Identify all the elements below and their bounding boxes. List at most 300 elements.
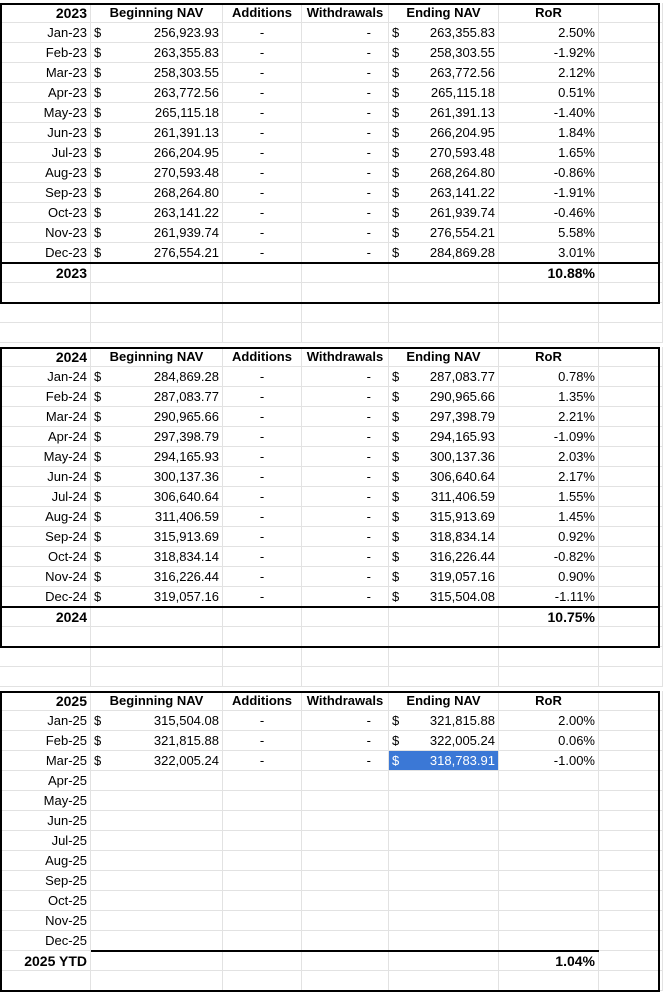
empty-cell[interactable] — [389, 971, 499, 991]
ending-nav-cell[interactable] — [389, 791, 499, 811]
beginning-nav-cell[interactable] — [91, 731, 223, 751]
withdrawals-cell[interactable] — [302, 891, 389, 911]
beginning-nav-cell[interactable] — [91, 911, 223, 931]
ror-cell[interactable] — [499, 83, 599, 103]
withdrawals-cell[interactable] — [302, 83, 389, 103]
total-label[interactable] — [0, 607, 91, 627]
empty-cell[interactable] — [91, 971, 223, 991]
empty-cell[interactable] — [599, 347, 663, 367]
empty-cell[interactable] — [599, 731, 663, 751]
column-header[interactable] — [499, 691, 599, 711]
withdrawals-cell[interactable] — [302, 811, 389, 831]
empty-cell[interactable] — [599, 387, 663, 407]
empty-cell[interactable] — [599, 931, 663, 951]
empty-cell[interactable] — [389, 303, 499, 323]
empty-cell[interactable] — [302, 303, 389, 323]
ending-nav-cell[interactable] — [389, 183, 499, 203]
beginning-nav-cell[interactable] — [91, 547, 223, 567]
ror-cell[interactable] — [499, 851, 599, 871]
beginning-nav-cell[interactable] — [91, 203, 223, 223]
empty-cell[interactable] — [302, 647, 389, 667]
ror-cell[interactable] — [499, 387, 599, 407]
beginning-nav-cell[interactable] — [91, 223, 223, 243]
withdrawals-cell[interactable] — [302, 123, 389, 143]
empty-cell[interactable] — [599, 667, 663, 687]
month-cell[interactable] — [0, 871, 91, 891]
empty-cell[interactable] — [91, 667, 223, 687]
empty-cell[interactable] — [599, 691, 663, 711]
ror-cell[interactable] — [499, 407, 599, 427]
ror-cell[interactable] — [499, 427, 599, 447]
ending-nav-cell[interactable] — [389, 507, 499, 527]
empty-cell[interactable] — [499, 627, 599, 647]
withdrawals-cell[interactable] — [302, 183, 389, 203]
beginning-nav-cell[interactable] — [91, 831, 223, 851]
empty-cell[interactable] — [223, 323, 302, 343]
column-header[interactable] — [389, 3, 499, 23]
empty-cell[interactable] — [223, 951, 302, 971]
year-label[interactable] — [0, 691, 91, 711]
empty-cell[interactable] — [599, 283, 663, 303]
ror-cell[interactable] — [499, 831, 599, 851]
beginning-nav-cell[interactable] — [91, 447, 223, 467]
beginning-nav-cell[interactable] — [91, 407, 223, 427]
ending-nav-cell[interactable] — [389, 831, 499, 851]
beginning-nav-cell[interactable] — [91, 811, 223, 831]
withdrawals-cell[interactable] — [302, 587, 389, 607]
ending-nav-cell[interactable] — [389, 871, 499, 891]
ending-nav-cell[interactable] — [389, 771, 499, 791]
ending-nav-cell[interactable] — [389, 103, 499, 123]
beginning-nav-cell[interactable] — [91, 123, 223, 143]
additions-cell[interactable] — [223, 83, 302, 103]
month-cell[interactable] — [0, 527, 91, 547]
empty-cell[interactable] — [223, 303, 302, 323]
month-cell[interactable] — [0, 427, 91, 447]
empty-cell[interactable] — [0, 303, 91, 323]
additions-cell[interactable] — [223, 771, 302, 791]
empty-cell[interactable] — [599, 407, 663, 427]
empty-cell[interactable] — [599, 891, 663, 911]
withdrawals-cell[interactable] — [302, 203, 389, 223]
empty-cell[interactable] — [0, 323, 91, 343]
withdrawals-cell[interactable] — [302, 163, 389, 183]
empty-cell[interactable] — [389, 323, 499, 343]
ending-nav-cell[interactable] — [389, 487, 499, 507]
ror-cell[interactable] — [499, 527, 599, 547]
empty-cell[interactable] — [599, 367, 663, 387]
additions-cell[interactable] — [223, 911, 302, 931]
month-cell[interactable] — [0, 143, 91, 163]
ror-cell[interactable] — [499, 731, 599, 751]
empty-cell[interactable] — [599, 971, 663, 991]
ror-cell[interactable] — [499, 163, 599, 183]
additions-cell[interactable] — [223, 731, 302, 751]
ror-cell[interactable] — [499, 123, 599, 143]
empty-cell[interactable] — [599, 771, 663, 791]
empty-cell[interactable] — [91, 627, 223, 647]
empty-cell[interactable] — [599, 3, 663, 23]
month-cell[interactable] — [0, 711, 91, 731]
withdrawals-cell[interactable] — [302, 711, 389, 731]
withdrawals-cell[interactable] — [302, 567, 389, 587]
withdrawals-cell[interactable] — [302, 143, 389, 163]
ending-nav-cell[interactable] — [389, 367, 499, 387]
month-cell[interactable] — [0, 851, 91, 871]
ror-cell[interactable] — [499, 103, 599, 123]
ror-cell[interactable] — [499, 63, 599, 83]
empty-cell[interactable] — [302, 951, 389, 971]
additions-cell[interactable] — [223, 63, 302, 83]
additions-cell[interactable] — [223, 811, 302, 831]
withdrawals-cell[interactable] — [302, 527, 389, 547]
empty-cell[interactable] — [223, 283, 302, 303]
beginning-nav-cell[interactable] — [91, 467, 223, 487]
ror-cell[interactable] — [499, 203, 599, 223]
empty-cell[interactable] — [302, 971, 389, 991]
withdrawals-cell[interactable] — [302, 487, 389, 507]
month-cell[interactable] — [0, 467, 91, 487]
beginning-nav-cell[interactable] — [91, 143, 223, 163]
empty-cell[interactable] — [302, 263, 389, 283]
additions-cell[interactable] — [223, 447, 302, 467]
empty-cell[interactable] — [599, 43, 663, 63]
total-label[interactable] — [0, 263, 91, 283]
month-cell[interactable] — [0, 23, 91, 43]
withdrawals-cell[interactable] — [302, 731, 389, 751]
withdrawals-cell[interactable] — [302, 367, 389, 387]
additions-cell[interactable] — [223, 547, 302, 567]
empty-cell[interactable] — [599, 711, 663, 731]
additions-cell[interactable] — [223, 367, 302, 387]
ending-nav-cell[interactable] — [389, 931, 499, 951]
additions-cell[interactable] — [223, 467, 302, 487]
month-cell[interactable] — [0, 831, 91, 851]
ending-nav-cell[interactable] — [389, 467, 499, 487]
withdrawals-cell[interactable] — [302, 751, 389, 771]
additions-cell[interactable] — [223, 23, 302, 43]
withdrawals-cell[interactable] — [302, 507, 389, 527]
additions-cell[interactable] — [223, 527, 302, 547]
ror-cell[interactable] — [499, 143, 599, 163]
empty-cell[interactable] — [223, 607, 302, 627]
month-cell[interactable] — [0, 587, 91, 607]
empty-cell[interactable] — [91, 323, 223, 343]
beginning-nav-cell[interactable] — [91, 163, 223, 183]
ending-nav-cell[interactable] — [389, 83, 499, 103]
month-cell[interactable] — [0, 63, 91, 83]
ror-cell[interactable] — [499, 547, 599, 567]
beginning-nav-cell[interactable] — [91, 567, 223, 587]
month-cell[interactable] — [0, 771, 91, 791]
column-header[interactable] — [302, 691, 389, 711]
ror-cell[interactable] — [499, 43, 599, 63]
ror-cell[interactable] — [499, 447, 599, 467]
withdrawals-cell[interactable] — [302, 871, 389, 891]
withdrawals-cell[interactable] — [302, 831, 389, 851]
empty-cell[interactable] — [599, 587, 663, 607]
empty-cell[interactable] — [599, 871, 663, 891]
month-cell[interactable] — [0, 223, 91, 243]
empty-cell[interactable] — [499, 303, 599, 323]
empty-cell[interactable] — [223, 647, 302, 667]
ending-nav-cell[interactable] — [389, 23, 499, 43]
ending-nav-cell[interactable] — [389, 911, 499, 931]
ror-cell[interactable] — [499, 507, 599, 527]
month-cell[interactable] — [0, 447, 91, 467]
empty-cell[interactable] — [599, 647, 663, 667]
empty-cell[interactable] — [599, 507, 663, 527]
month-cell[interactable] — [0, 811, 91, 831]
ending-nav-cell[interactable] — [389, 731, 499, 751]
total-ror[interactable] — [499, 607, 599, 627]
empty-cell[interactable] — [223, 667, 302, 687]
empty-cell[interactable] — [91, 283, 223, 303]
ror-cell[interactable] — [499, 931, 599, 951]
column-header[interactable] — [389, 347, 499, 367]
empty-cell[interactable] — [599, 567, 663, 587]
additions-cell[interactable] — [223, 103, 302, 123]
column-header[interactable] — [91, 3, 223, 23]
empty-cell[interactable] — [599, 487, 663, 507]
empty-cell[interactable] — [599, 143, 663, 163]
month-cell[interactable] — [0, 507, 91, 527]
withdrawals-cell[interactable] — [302, 467, 389, 487]
withdrawals-cell[interactable] — [302, 911, 389, 931]
beginning-nav-cell[interactable] — [91, 751, 223, 771]
additions-cell[interactable] — [223, 163, 302, 183]
month-cell[interactable] — [0, 163, 91, 183]
withdrawals-cell[interactable] — [302, 851, 389, 871]
withdrawals-cell[interactable] — [302, 407, 389, 427]
ending-nav-cell[interactable] — [389, 203, 499, 223]
empty-cell[interactable] — [302, 283, 389, 303]
empty-cell[interactable] — [599, 163, 663, 183]
empty-cell[interactable] — [499, 323, 599, 343]
beginning-nav-cell[interactable] — [91, 83, 223, 103]
column-header[interactable] — [223, 3, 302, 23]
ending-nav-cell[interactable] — [389, 243, 499, 263]
empty-cell[interactable] — [389, 283, 499, 303]
additions-cell[interactable] — [223, 931, 302, 951]
additions-cell[interactable] — [223, 143, 302, 163]
month-cell[interactable] — [0, 751, 91, 771]
empty-cell[interactable] — [302, 607, 389, 627]
withdrawals-cell[interactable] — [302, 223, 389, 243]
empty-cell[interactable] — [91, 647, 223, 667]
month-cell[interactable] — [0, 387, 91, 407]
empty-cell[interactable] — [599, 467, 663, 487]
empty-cell[interactable] — [223, 263, 302, 283]
month-cell[interactable] — [0, 407, 91, 427]
additions-cell[interactable] — [223, 183, 302, 203]
month-cell[interactable] — [0, 367, 91, 387]
ror-cell[interactable] — [499, 891, 599, 911]
ending-nav-cell[interactable] — [389, 711, 499, 731]
ending-nav-cell[interactable] — [389, 447, 499, 467]
month-cell[interactable] — [0, 731, 91, 751]
ror-cell[interactable] — [499, 751, 599, 771]
beginning-nav-cell[interactable] — [91, 711, 223, 731]
beginning-nav-cell[interactable] — [91, 427, 223, 447]
empty-cell[interactable] — [223, 627, 302, 647]
ending-nav-cell[interactable] — [389, 811, 499, 831]
ror-cell[interactable] — [499, 367, 599, 387]
beginning-nav-cell[interactable] — [91, 63, 223, 83]
beginning-nav-cell[interactable] — [91, 527, 223, 547]
withdrawals-cell[interactable] — [302, 103, 389, 123]
month-cell[interactable] — [0, 911, 91, 931]
month-cell[interactable] — [0, 243, 91, 263]
ending-nav-cell[interactable] — [389, 63, 499, 83]
ending-nav-cell[interactable] — [389, 407, 499, 427]
month-cell[interactable] — [0, 567, 91, 587]
empty-cell[interactable] — [599, 607, 663, 627]
beginning-nav-cell[interactable] — [91, 891, 223, 911]
withdrawals-cell[interactable] — [302, 447, 389, 467]
ror-cell[interactable] — [499, 243, 599, 263]
empty-cell[interactable] — [389, 647, 499, 667]
withdrawals-cell[interactable] — [302, 547, 389, 567]
additions-cell[interactable] — [223, 831, 302, 851]
ror-cell[interactable] — [499, 811, 599, 831]
additions-cell[interactable] — [223, 751, 302, 771]
empty-cell[interactable] — [389, 667, 499, 687]
empty-cell[interactable] — [599, 911, 663, 931]
empty-cell[interactable] — [302, 667, 389, 687]
beginning-nav-cell[interactable] — [91, 183, 223, 203]
empty-cell[interactable] — [599, 831, 663, 851]
month-cell[interactable] — [0, 931, 91, 951]
beginning-nav-cell[interactable] — [91, 791, 223, 811]
beginning-nav-cell[interactable] — [91, 771, 223, 791]
additions-cell[interactable] — [223, 851, 302, 871]
additions-cell[interactable] — [223, 711, 302, 731]
ror-cell[interactable] — [499, 487, 599, 507]
empty-cell[interactable] — [599, 223, 663, 243]
additions-cell[interactable] — [223, 487, 302, 507]
empty-cell[interactable] — [599, 791, 663, 811]
empty-cell[interactable] — [599, 811, 663, 831]
total-ror[interactable] — [499, 263, 599, 283]
ending-nav-cell[interactable] — [389, 163, 499, 183]
column-header[interactable] — [91, 691, 223, 711]
ending-nav-cell[interactable] — [389, 527, 499, 547]
beginning-nav-cell[interactable] — [91, 931, 223, 951]
ending-nav-cell[interactable] — [389, 123, 499, 143]
empty-cell[interactable] — [599, 751, 663, 771]
additions-cell[interactable] — [223, 427, 302, 447]
empty-cell[interactable] — [599, 627, 663, 647]
total-ror[interactable] — [499, 951, 599, 971]
empty-cell[interactable] — [599, 303, 663, 323]
withdrawals-cell[interactable] — [302, 387, 389, 407]
ending-nav-cell[interactable] — [389, 223, 499, 243]
column-header[interactable] — [499, 3, 599, 23]
empty-cell[interactable] — [599, 527, 663, 547]
beginning-nav-cell[interactable] — [91, 487, 223, 507]
empty-cell[interactable] — [0, 971, 91, 991]
column-header[interactable] — [223, 347, 302, 367]
ending-nav-cell[interactable] — [389, 143, 499, 163]
month-cell[interactable] — [0, 891, 91, 911]
column-header[interactable] — [499, 347, 599, 367]
ror-cell[interactable] — [499, 467, 599, 487]
empty-cell[interactable] — [599, 63, 663, 83]
ror-cell[interactable] — [499, 791, 599, 811]
beginning-nav-cell[interactable] — [91, 851, 223, 871]
withdrawals-cell[interactable] — [302, 427, 389, 447]
empty-cell[interactable] — [389, 951, 499, 971]
beginning-nav-cell[interactable] — [91, 23, 223, 43]
withdrawals-cell[interactable] — [302, 43, 389, 63]
empty-cell[interactable] — [0, 647, 91, 667]
additions-cell[interactable] — [223, 123, 302, 143]
beginning-nav-cell[interactable] — [91, 367, 223, 387]
beginning-nav-cell[interactable] — [91, 507, 223, 527]
additions-cell[interactable] — [223, 567, 302, 587]
beginning-nav-cell[interactable] — [91, 587, 223, 607]
withdrawals-cell[interactable] — [302, 931, 389, 951]
month-cell[interactable] — [0, 123, 91, 143]
empty-cell[interactable] — [91, 951, 223, 971]
ending-nav-cell[interactable] — [389, 567, 499, 587]
ending-nav-cell[interactable] — [389, 547, 499, 567]
year-label[interactable] — [0, 3, 91, 23]
month-cell[interactable] — [0, 487, 91, 507]
empty-cell[interactable] — [499, 667, 599, 687]
ror-cell[interactable] — [499, 587, 599, 607]
empty-cell[interactable] — [599, 83, 663, 103]
empty-cell[interactable] — [599, 123, 663, 143]
empty-cell[interactable] — [389, 607, 499, 627]
additions-cell[interactable] — [223, 387, 302, 407]
column-header[interactable] — [91, 347, 223, 367]
empty-cell[interactable] — [599, 203, 663, 223]
ror-cell[interactable] — [499, 911, 599, 931]
empty-cell[interactable] — [599, 447, 663, 467]
empty-cell[interactable] — [599, 547, 663, 567]
empty-cell[interactable] — [499, 647, 599, 667]
empty-cell[interactable] — [91, 303, 223, 323]
month-cell[interactable] — [0, 103, 91, 123]
empty-cell[interactable] — [599, 323, 663, 343]
empty-cell[interactable] — [499, 971, 599, 991]
additions-cell[interactable] — [223, 203, 302, 223]
empty-cell[interactable] — [599, 263, 663, 283]
empty-cell[interactable] — [599, 103, 663, 123]
empty-cell[interactable] — [302, 627, 389, 647]
additions-cell[interactable] — [223, 223, 302, 243]
empty-cell[interactable] — [599, 183, 663, 203]
empty-cell[interactable] — [599, 243, 663, 263]
withdrawals-cell[interactable] — [302, 771, 389, 791]
empty-cell[interactable] — [599, 23, 663, 43]
withdrawals-cell[interactable] — [302, 23, 389, 43]
additions-cell[interactable] — [223, 891, 302, 911]
month-cell[interactable] — [0, 183, 91, 203]
ror-cell[interactable] — [499, 567, 599, 587]
withdrawals-cell[interactable] — [302, 791, 389, 811]
empty-cell[interactable] — [223, 971, 302, 991]
selected-ending-nav-cell[interactable] — [389, 751, 499, 771]
column-header[interactable] — [223, 691, 302, 711]
ending-nav-cell[interactable] — [389, 427, 499, 447]
additions-cell[interactable] — [223, 587, 302, 607]
additions-cell[interactable] — [223, 43, 302, 63]
ror-cell[interactable] — [499, 711, 599, 731]
empty-cell[interactable] — [499, 283, 599, 303]
